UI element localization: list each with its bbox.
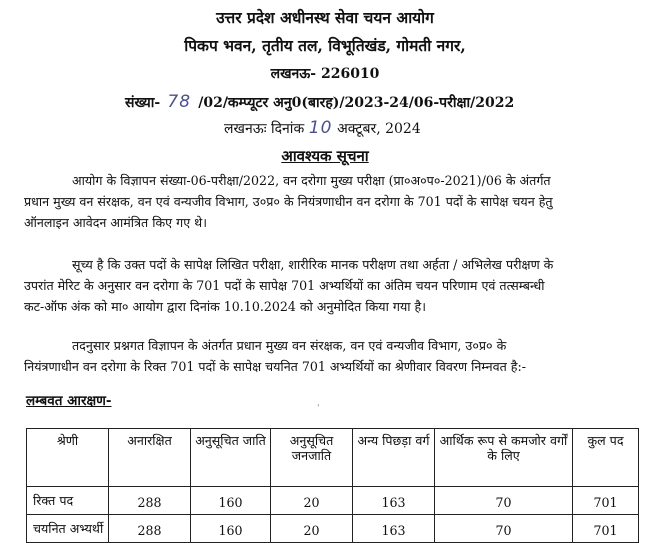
table-header-cell: अनारक्षित bbox=[109, 429, 191, 487]
table-header-cell: कुल पद bbox=[573, 429, 639, 487]
table-cell: 160 bbox=[191, 487, 271, 515]
handwritten-date-day: 10 bbox=[308, 118, 333, 138]
table-header-cell: अनुसूचित जाति bbox=[191, 429, 271, 487]
table-cell: 701 bbox=[573, 487, 639, 515]
table-cell-label: रिक्त पद bbox=[27, 487, 109, 515]
issue-date bbox=[224, 118, 421, 138]
paragraph-line: उपरांत मेरिट के अनुसार वन दरोगा के 701 पदों के सापेक्ष 701 अभ्यर्थियों का अंतिम चयन परिणाम एवं तत्सम्बन्धी bbox=[24, 278, 545, 293]
table-cell: 288 bbox=[109, 515, 191, 543]
table-cell: 20 bbox=[271, 515, 353, 543]
paragraph-line: आयोग के विज्ञापन संख्या-06-परीक्षा/2022, वन दरोगा मुख्य परीक्षा (प्रा०अ०प०-2021)/06 के अंतर्गत bbox=[72, 173, 551, 188]
org-city: लखनऊ- 226010 bbox=[270, 66, 380, 82]
paragraph-line: प्रधान मुख्य वन संरक्षक, वन एवं वन्यजीव विभाग, उ०प्र० के नियंत्रणाधीन वन दरोगा के 701 पदों के सापेक्ष चयन हेतु bbox=[24, 194, 553, 209]
paragraph-result bbox=[24, 254, 624, 317]
table-row bbox=[27, 487, 639, 515]
table-cell: 70 bbox=[435, 487, 573, 515]
table-header-cell: श्रेणी bbox=[27, 429, 109, 487]
table-cell: 163 bbox=[353, 487, 435, 515]
table-header-cell: अन्य पिछड़ा वर्ग bbox=[353, 429, 435, 487]
table-cell: 701 bbox=[573, 515, 639, 543]
paragraph-category-details bbox=[24, 335, 624, 377]
paragraph-line: ऑनलाइन आवेदन आमंत्रित किए गए थे। bbox=[24, 215, 207, 230]
reference-prefix: संख्या- bbox=[125, 95, 161, 111]
table-header-row bbox=[27, 429, 639, 487]
table-cell: 20 bbox=[271, 487, 353, 515]
date-suffix: अक्टूबर, 2024 bbox=[337, 121, 421, 137]
table-cell-label: चयनित अभ्यर्थी bbox=[27, 515, 109, 543]
paragraph-advertisement bbox=[24, 170, 624, 233]
org-address: पिकप भवन, तृतीय तल, विभूतिखंड, गोमती नगर, bbox=[184, 36, 466, 55]
reservation-table bbox=[26, 428, 639, 543]
table-cell: 288 bbox=[109, 487, 191, 515]
table-header-cell: आर्थिक रूप से कमजोर वर्गों के लिए bbox=[435, 429, 573, 487]
scan-mark: ' bbox=[317, 404, 320, 414]
reference-number bbox=[125, 92, 514, 112]
table-cell: 70 bbox=[435, 515, 573, 543]
table-header-cell: अनुसूचित जनजाति bbox=[271, 429, 353, 487]
org-name: उत्तर प्रदेश अधीनस्थ सेवा चयन आयोग bbox=[216, 8, 434, 27]
paragraph-line: कट-ऑफ अंक को मा० आयोग द्वारा दिनांक 10.10.2024 को अनुमोदित किया गया है। bbox=[24, 299, 426, 314]
notice-title: आवश्यक सूचना bbox=[281, 147, 369, 165]
table-cell: 160 bbox=[191, 515, 271, 543]
table-cell: 163 bbox=[353, 515, 435, 543]
table-row bbox=[27, 515, 639, 543]
handwritten-reference-number: 78 bbox=[167, 92, 192, 112]
paragraph-line: सूच्य है कि उक्त पदों के सापेक्ष लिखित परीक्षा, शारीरिक मानक परीक्षण तथा अर्हता / अभिलेख परीक्षण के bbox=[72, 257, 554, 272]
notice-title-wrapper bbox=[0, 146, 650, 166]
paragraph-line: नियंत्रणाधीन वन दरोगा के रिक्त 701 पदों के सापेक्ष चयनित 701 अभ्यर्थियों का श्रेणीवार विवरण निम्नवत है:- bbox=[24, 359, 526, 374]
paragraph-line: तदनुसार प्रश्नगत विज्ञापन के अंतर्गत प्रधान मुख्य वन संरक्षक, वन एवं वन्यजीव विभाग, उ०प्र० के bbox=[72, 338, 507, 353]
date-prefix: लखनऊः दिनांक bbox=[224, 121, 305, 137]
reference-suffix: /02/कम्प्यूटर अनु0(बारह)/2023-24/06-परीक्षा/2022 bbox=[198, 95, 515, 111]
section-title: लम्बवत आरक्षण- bbox=[26, 393, 112, 409]
